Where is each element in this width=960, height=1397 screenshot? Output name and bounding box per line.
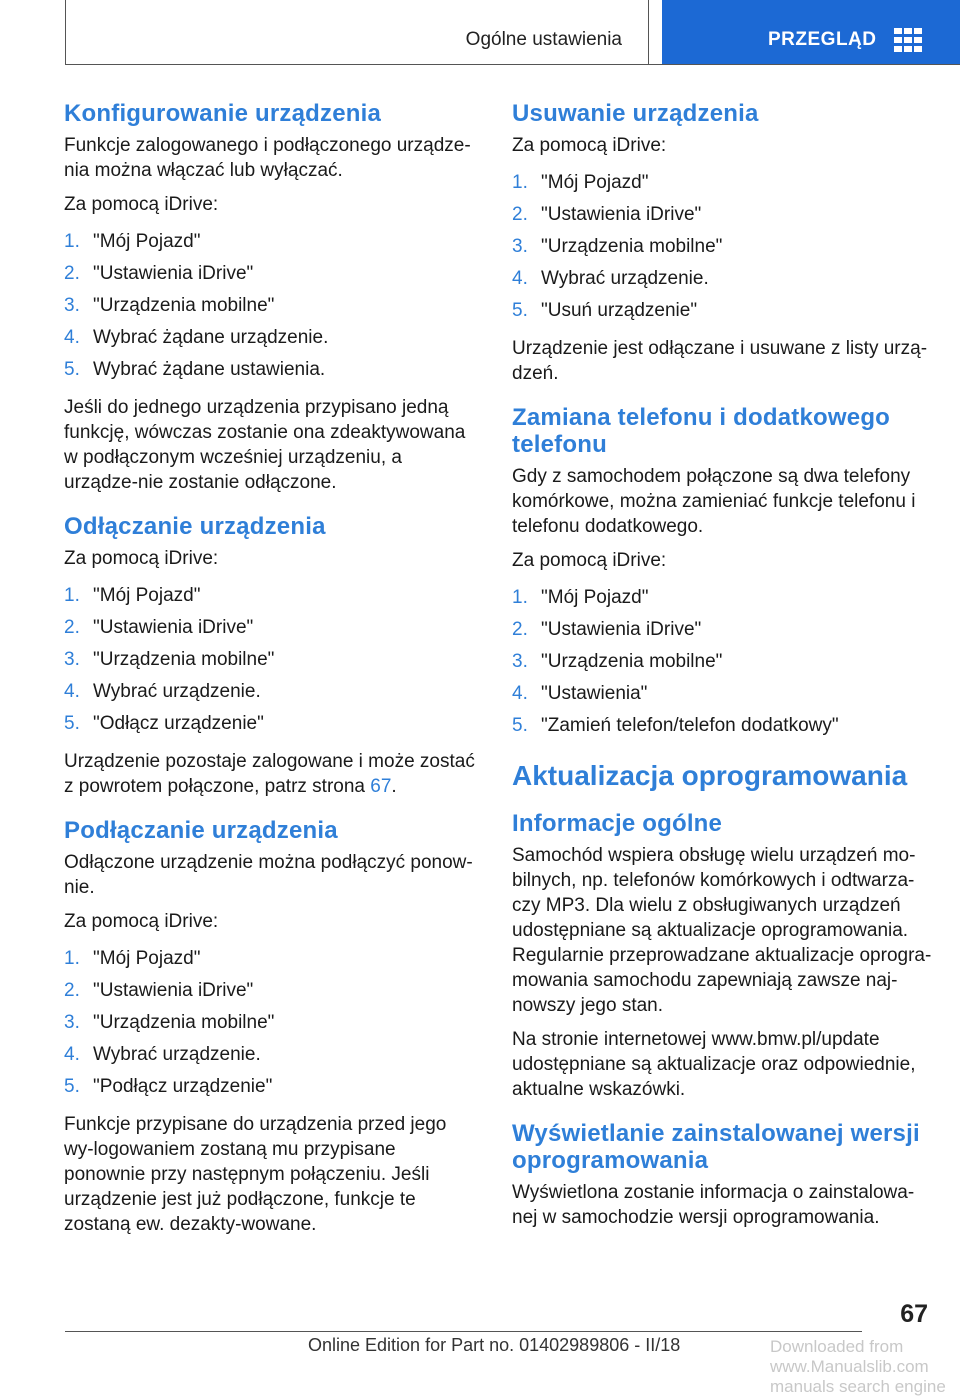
section-title: Ogólne ustawienia <box>465 29 622 50</box>
list-item <box>512 678 932 710</box>
step-text: "Usuń urządzenie" <box>541 300 698 321</box>
step-number: 3. <box>512 236 528 257</box>
step-number: 5. <box>64 713 80 734</box>
list-item <box>64 708 480 740</box>
step-number: 4. <box>512 268 528 289</box>
step-text: "Mój Pojazd" <box>93 585 201 606</box>
list-item <box>64 975 480 1007</box>
list-item <box>512 199 932 231</box>
step-text: Wybrać urządzenie. <box>93 681 261 702</box>
list-item <box>64 580 480 612</box>
paragraph: Za pomocą iDrive: <box>64 911 219 932</box>
step-number: 1. <box>64 231 80 252</box>
step-text: "Mój Pojazd" <box>93 948 201 969</box>
overview-tab[interactable] <box>662 0 960 64</box>
paragraph: Za pomocą iDrive: <box>64 548 219 569</box>
step-text: "Ustawienia" <box>541 683 648 704</box>
step-text: "Ustawienia iDrive" <box>541 619 702 640</box>
step-number: 4. <box>512 683 528 704</box>
list-item <box>64 612 480 644</box>
paragraph: Za pomocą iDrive: <box>512 135 667 156</box>
list-item <box>64 226 480 258</box>
list-item <box>512 231 932 263</box>
step-text: "Urządzenia mobilne" <box>93 295 275 316</box>
step-number: 1. <box>512 587 528 608</box>
heading-connect-device: Podłączanie urządzenia <box>64 817 338 844</box>
header-divider <box>65 64 960 65</box>
heading-software-update: Aktualizacja oprogramowania <box>512 760 908 791</box>
overview-tab-label: PRZEGLĄD <box>768 29 877 50</box>
step-text: Wybrać żądane urządzenie. <box>93 327 329 348</box>
list-item <box>64 644 480 676</box>
list-item <box>64 1039 480 1071</box>
step-text: "Ustawienia iDrive" <box>93 263 254 284</box>
page-link[interactable]: 67 <box>370 776 392 797</box>
step-number: 2. <box>64 263 80 284</box>
list-item <box>512 710 932 742</box>
step-text: "Urządzenia mobilne" <box>541 236 723 257</box>
step-number: 2. <box>64 980 80 1001</box>
step-text: "Urządzenia mobilne" <box>93 649 275 670</box>
step-number: 1. <box>64 948 80 969</box>
step-text: Wybrać urządzenie. <box>541 268 709 289</box>
steps-list <box>64 580 480 740</box>
step-number: 4. <box>64 327 80 348</box>
list-item <box>64 258 480 290</box>
header-section-box <box>65 0 649 64</box>
watermark-text: Downloaded from www.Manualslib.com manuals search engine <box>770 1337 946 1396</box>
step-text: "Ustawienia iDrive" <box>93 980 254 1001</box>
step-text: Wybrać żądane ustawienia. <box>93 359 326 380</box>
steps-list <box>64 943 480 1103</box>
step-number: 3. <box>64 1012 80 1033</box>
step-number: 5. <box>512 715 528 736</box>
steps-list <box>512 582 932 742</box>
list-item <box>64 322 480 354</box>
paragraph: Za pomocą iDrive: <box>64 194 219 215</box>
step-number: 3. <box>64 295 80 316</box>
step-number: 5. <box>512 300 528 321</box>
step-number: 5. <box>64 1076 80 1097</box>
paragraph: Gdy z samochodem połączone są dwa telefony komórkowe, można zamieniać funkcje telefonu i telefonu dodatkowego. <box>512 466 916 537</box>
paragraph: Urządzenie jest odłączane i usuwane z listy urzą-dzeń. <box>512 338 928 384</box>
step-number: 2. <box>512 204 528 225</box>
paragraph: Funkcje przypisane do urządzenia przed jego wy-logowaniem zostaną mu przypisane ponownie przy następnym połączeniu. Jeśli urządzenie jest już podłączone, funkcje te zostaną ew. dezakty-wowane. <box>64 1114 447 1235</box>
step-text: "Ustawienia iDrive" <box>541 204 702 225</box>
paragraph: Jeśli do jednego urządzenia przypisano jedną funkcję, wówczas zostanie ona zdeaktywowana w podłączonym wcześniej urządzeniu, a urządze-nie zostanie odłączone. <box>64 397 466 493</box>
list-item <box>64 1071 480 1103</box>
step-number: 2. <box>512 619 528 640</box>
step-number: 4. <box>64 1044 80 1065</box>
heading-show-software-version: Wyświetlanie zainstalowanej wersji oprogramowania <box>512 1120 920 1174</box>
list-item <box>512 167 932 199</box>
list-item <box>64 290 480 322</box>
paragraph: Na stronie internetowej www.bmw.pl/update udostępniane są aktualizacje oraz odpowiednie, aktualne wskazówki. <box>512 1029 916 1100</box>
footer-divider <box>65 1331 862 1332</box>
list-item <box>64 1007 480 1039</box>
list-item <box>512 646 932 678</box>
heading-general-info: Informacje ogólne <box>512 810 723 837</box>
heading-disconnect-device: Odłączanie urządzenia <box>64 513 326 540</box>
paragraph: Samochód wspiera obsługę wielu urządzeń mo-bilnych, np. telefonów komórkowych i odtwarza-czy MP3. Dla wielu z obsługiwanych urządzeń udostępniane są aktualizacje oprogramowania. Regularnie przeprowadzane aktualizacje oprogra-mowania samochodu zapewniają zawsze naj-nowszy jego stan. <box>512 845 932 1016</box>
step-text: "Zamień telefon/telefon dodatkowy" <box>541 715 839 736</box>
list-item <box>512 614 932 646</box>
list-item <box>64 676 480 708</box>
steps-list <box>64 226 480 386</box>
step-number: 3. <box>512 651 528 672</box>
step-number: 5. <box>64 359 80 380</box>
paragraph: Funkcje zalogowanego i podłączonego urządze-nia można włączać lub wyłączać. <box>64 135 471 181</box>
step-text: "Urządzenia mobilne" <box>541 651 723 672</box>
heading-configure-device: Konfigurowanie urządzenia <box>64 100 382 127</box>
right-column <box>512 100 932 1230</box>
step-number: 1. <box>512 172 528 193</box>
step-text: "Ustawienia iDrive" <box>93 617 254 638</box>
step-text: Wybrać urządzenie. <box>93 1044 261 1065</box>
list-item <box>512 295 932 327</box>
left-column <box>64 100 480 1237</box>
step-text: "Mój Pojazd" <box>93 231 201 252</box>
heading-remove-device: Usuwanie urządzenia <box>512 100 759 127</box>
step-text: "Podłącz urządzenie" <box>93 1076 273 1097</box>
edition-note: Online Edition for Part no. 01402989806 - II/18 <box>308 1335 681 1355</box>
step-text: "Urządzenia mobilne" <box>93 1012 275 1033</box>
paragraph: Odłączone urządzenie można podłączyć ponow-nie. <box>64 852 473 898</box>
step-number: 3. <box>64 649 80 670</box>
step-number: 4. <box>64 681 80 702</box>
list-item <box>512 263 932 295</box>
page-number: 67 <box>900 1300 928 1328</box>
list-item <box>512 582 932 614</box>
step-text: "Odłącz urządzenie" <box>93 713 264 734</box>
step-number: 2. <box>64 617 80 638</box>
paragraph: Urządzenie pozostaje zalogowane i może zostać z powrotem połączone, patrz strona 67. <box>64 751 475 797</box>
list-item <box>64 943 480 975</box>
list-item <box>64 354 480 386</box>
step-text: "Mój Pojazd" <box>541 172 649 193</box>
grid-icon <box>894 28 922 52</box>
step-number: 1. <box>64 585 80 606</box>
heading-swap-phone: Zamiana telefonu i dodatkowego telefonu <box>512 404 891 458</box>
steps-list <box>512 167 932 327</box>
paragraph: Wyświetlona zostanie informacja o zainstalowa-nej w samochodzie wersji oprogramowania. <box>512 1182 915 1228</box>
paragraph: Za pomocą iDrive: <box>512 550 667 571</box>
step-text: "Mój Pojazd" <box>541 587 649 608</box>
